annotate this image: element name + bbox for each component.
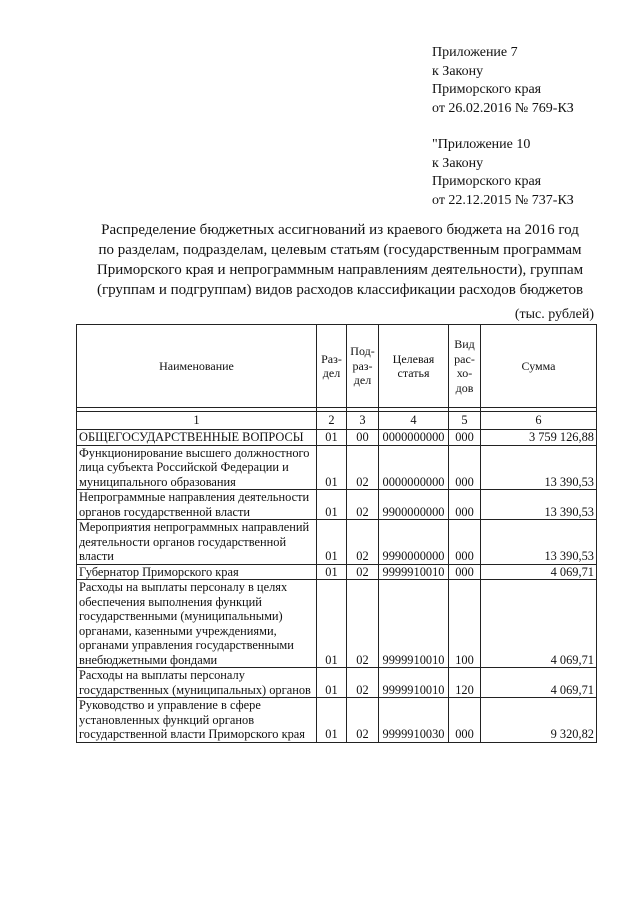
row-name: Расходы на выплаты персоналу государственных (муниципальных) органов	[77, 668, 317, 698]
table-row	[77, 668, 597, 698]
table-row	[77, 445, 597, 490]
row-vid: 000	[449, 698, 481, 743]
row-name: ОБЩЕГОСУДАРСТВЕННЫЕ ВОПРОСЫ	[77, 430, 317, 446]
attachment-line: от 26.02.2016 № 769-КЗ	[432, 100, 574, 116]
title-line: (группам и подгруппам) видов расходов классификации расходов бюджетов	[96, 282, 584, 298]
row-razdel: 01	[317, 430, 347, 446]
row-sum: 4 069,71	[481, 668, 597, 698]
row-cel: 9990000000	[379, 520, 449, 565]
table-header-row	[77, 325, 597, 408]
row-cel: 9999910010	[379, 564, 449, 580]
row-razdel: 01	[317, 564, 347, 580]
row-sum: 13 390,53	[481, 490, 597, 520]
attachment-line: Приморского края	[432, 82, 542, 97]
column-number: 3	[347, 412, 379, 430]
row-razdel: 01	[317, 445, 347, 490]
row-cel: 9999910030	[379, 698, 449, 743]
attachment-10-header	[432, 136, 574, 210]
row-vid: 000	[449, 520, 481, 565]
row-vid: 000	[449, 564, 481, 580]
row-sum: 13 390,53	[481, 445, 597, 490]
attachment-line: "Приложение 10	[432, 137, 531, 152]
header-cel: Целевая статья	[379, 325, 449, 408]
row-sum: 4 069,71	[481, 580, 597, 668]
row-podrazdel: 02	[347, 445, 379, 490]
row-name: Непрограммные направления деятельности органов государственной власти	[77, 490, 317, 520]
row-razdel: 01	[317, 580, 347, 668]
row-name: Губернатор Приморского края	[77, 564, 317, 580]
title-line: по разделам, подразделам, целевым статьям (государственным программам	[98, 242, 582, 258]
row-podrazdel: 02	[347, 564, 379, 580]
row-vid: 000	[449, 445, 481, 490]
row-sum: 3 759 126,88	[481, 430, 597, 446]
column-number: 1	[77, 412, 317, 430]
row-sum: 9 320,82	[481, 698, 597, 743]
row-vid: 100	[449, 580, 481, 668]
row-vid: 120	[449, 668, 481, 698]
row-razdel: 01	[317, 490, 347, 520]
header-sum: Сумма	[481, 325, 597, 408]
header-vid: Вид рас- хо- дов	[449, 325, 481, 408]
row-podrazdel: 02	[347, 520, 379, 565]
row-name: Руководство и управление в сфере установленных функций органов государственной власти Приморского края	[77, 698, 317, 743]
row-vid: 000	[449, 490, 481, 520]
column-number: 5	[449, 412, 481, 430]
table-row	[77, 430, 597, 446]
row-name: Мероприятия непрограммных направлений деятельности органов государственной власти	[77, 520, 317, 565]
column-number: 2	[317, 412, 347, 430]
attachment-line: к Закону	[432, 63, 484, 79]
header-podrazdel: Под- раз- дел	[347, 325, 379, 408]
row-podrazdel: 02	[347, 580, 379, 668]
attachment-7-header	[432, 44, 574, 118]
title-line: Распределение бюджетных ассигнований из краевого бюджета на 2016 год	[101, 222, 579, 238]
row-podrazdel: 02	[347, 698, 379, 743]
column-number-row	[77, 412, 597, 430]
column-number: 4	[379, 412, 449, 430]
row-podrazdel: 00	[347, 430, 379, 446]
row-cel: 9900000000	[379, 490, 449, 520]
row-cel: 0000000000	[379, 430, 449, 446]
row-sum: 13 390,53	[481, 520, 597, 565]
table-row	[77, 580, 597, 668]
units-label: (тыс. рублей)	[514, 307, 594, 322]
table-row	[77, 490, 597, 520]
row-razdel: 01	[317, 668, 347, 698]
attachment-line: к Закону	[432, 155, 484, 171]
row-podrazdel: 02	[347, 490, 379, 520]
attachment-line: от 22.12.2015 № 737-КЗ	[432, 192, 574, 208]
row-cel: 9999910010	[379, 580, 449, 668]
title-line: Приморского края и непрограммным направлениям деятельности), группам	[96, 262, 584, 278]
row-cel: 0000000000	[379, 445, 449, 490]
document-title	[70, 220, 610, 300]
row-razdel: 01	[317, 698, 347, 743]
row-vid: 000	[449, 430, 481, 446]
table-row	[77, 564, 597, 580]
budget-table	[76, 324, 597, 743]
table-row	[77, 698, 597, 743]
header-razdel: Раз- дел	[317, 325, 347, 408]
row-name: Расходы на выплаты персоналу в целях обеспечения выполнения функций государственными (муниципальными) органами, казенными учреждениями, органами управления государственными внебюджетными фондами	[77, 580, 317, 668]
attachment-line: Приложение 7	[432, 45, 518, 60]
table-row	[77, 520, 597, 565]
column-number: 6	[481, 412, 597, 430]
row-razdel: 01	[317, 520, 347, 565]
row-cel: 9999910010	[379, 668, 449, 698]
row-podrazdel: 02	[347, 668, 379, 698]
attachment-line: Приморского края	[432, 174, 542, 189]
header-name: Наименование	[77, 325, 317, 408]
row-sum: 4 069,71	[481, 564, 597, 580]
row-name: Функционирование высшего должностного лица субъекта Российской Федерации и муниципального образования	[77, 445, 317, 490]
